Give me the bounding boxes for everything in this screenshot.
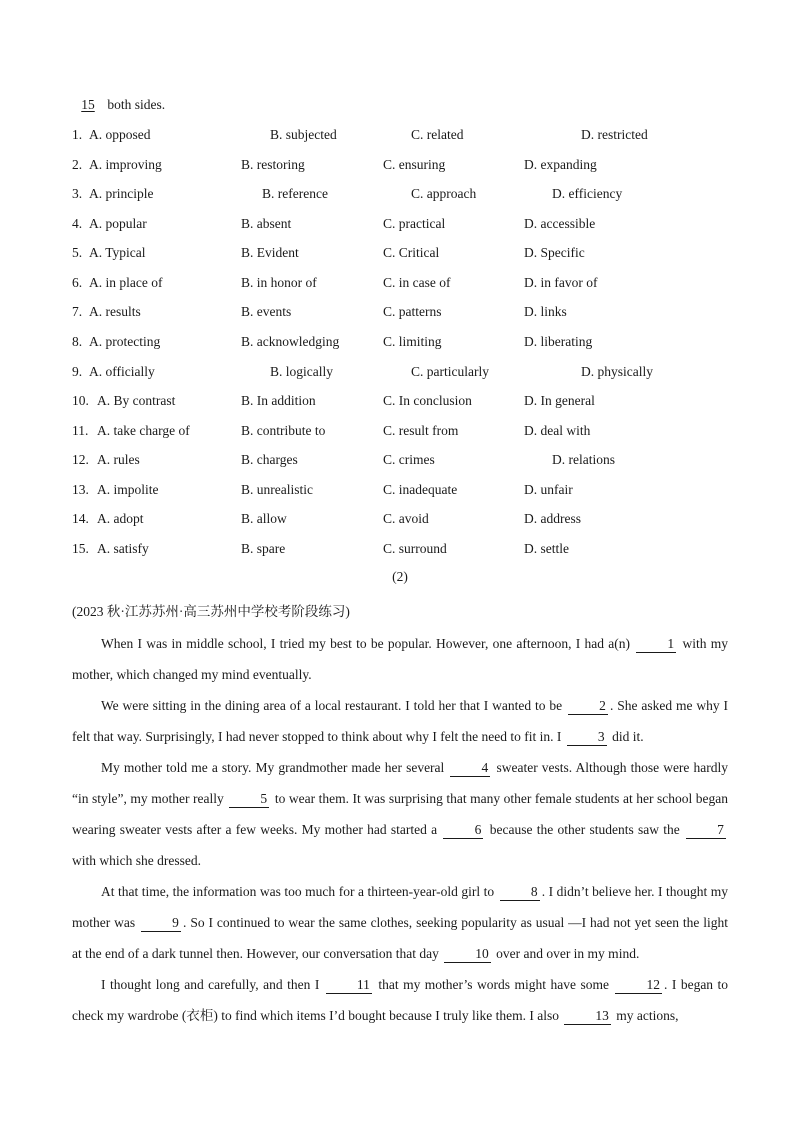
option-a: A. Typical <box>89 245 146 260</box>
passage-text: to wear them. It was surprising that many other female students at her school began wearing sweater vests after a few weeks. My mother had started a <box>72 791 729 837</box>
passage-text: . I began to check my wardrobe (衣柜) to find which items I’d bought because I truly like them. I also <box>72 977 729 1023</box>
option-c: C. ensuring <box>383 157 446 172</box>
paragraph <box>72 876 728 969</box>
question-row <box>0 393 800 413</box>
option-a: A. popular <box>89 216 147 231</box>
passage-text: My mother told me a story. My grandmother made her several <box>101 760 445 775</box>
question-number: 14. <box>72 511 89 526</box>
option-b: B. logically <box>270 364 333 379</box>
blank-10: 10 <box>444 946 491 963</box>
option-a: A. opposed <box>89 127 151 142</box>
option-d: D. unfair <box>524 482 573 497</box>
question-row <box>0 334 800 354</box>
question-number: 12. <box>72 452 89 467</box>
question-row <box>0 364 800 384</box>
option-a: A. results <box>89 304 141 319</box>
option-b: B. events <box>241 304 292 319</box>
question-row <box>0 186 800 206</box>
option-b: B. reference <box>262 186 328 201</box>
blank-13: 13 <box>564 1008 611 1025</box>
option-c: C. practical <box>383 216 446 231</box>
blank-12: 12 <box>615 977 662 994</box>
question-row <box>0 127 800 147</box>
question-number: 13. <box>72 482 89 497</box>
question-number: 9. <box>72 364 83 379</box>
question-row <box>0 245 800 265</box>
option-d: D. In general <box>524 393 595 408</box>
option-d: D. restricted <box>581 127 648 142</box>
blank-7: 7 <box>686 822 726 839</box>
question-number: 5. <box>72 245 83 260</box>
option-d: D. physically <box>581 364 653 379</box>
passage-text: my actions, <box>616 1008 679 1023</box>
blank-9: 9 <box>141 915 181 932</box>
option-b: B. Evident <box>241 245 299 260</box>
question-row <box>0 216 800 236</box>
question-number: 8. <box>72 334 83 349</box>
option-b: B. absent <box>241 216 292 231</box>
question-number: 1. <box>72 127 83 142</box>
option-c: C. approach <box>411 186 477 201</box>
option-d: D. efficiency <box>552 186 623 201</box>
question-number: 6. <box>72 275 83 290</box>
option-a: A. protecting <box>89 334 161 349</box>
passage-text: We were sitting in the dining area of a local restaurant. I told her that I wanted to be <box>101 698 563 713</box>
question-number: 2. <box>72 157 83 172</box>
question-row <box>0 511 800 531</box>
option-d: D. Specific <box>524 245 585 260</box>
passage-text: . So I continued to wear the same clothes, seeking popularity as usual —I had not yet seen the light at the end of a dark tunnel then. However, our conversation that day <box>72 915 729 961</box>
option-d: D. links <box>524 304 567 319</box>
option-b: B. charges <box>241 452 298 467</box>
option-d: D. liberating <box>524 334 593 349</box>
option-a: A. take charge of <box>97 423 190 438</box>
question-number: 7. <box>72 304 83 319</box>
paragraph <box>72 969 728 1031</box>
blank-4: 4 <box>450 760 490 777</box>
option-b: B. spare <box>241 541 286 556</box>
passage-text: with my mother, which changed my mind eventually. <box>72 636 729 682</box>
blank-15-marker: 15 <box>81 97 95 112</box>
question-row <box>0 541 800 561</box>
blank-2: 2 <box>568 698 608 715</box>
question-number: 11. <box>72 423 89 438</box>
option-b: B. restoring <box>241 157 305 172</box>
option-b: B. subjected <box>270 127 337 142</box>
option-c: C. related <box>411 127 464 142</box>
paragraph <box>72 628 728 690</box>
blank-8: 8 <box>500 884 540 901</box>
passage-text: over and over in my mind. <box>496 946 640 961</box>
option-d: D. expanding <box>524 157 597 172</box>
passage-text: sweater vests. Although those were hardly “in style”, my mother really <box>72 760 728 806</box>
question-row <box>0 482 800 502</box>
option-d: D. address <box>524 511 581 526</box>
option-d: D. relations <box>552 452 615 467</box>
option-d: D. settle <box>524 541 569 556</box>
option-a: A. in place of <box>89 275 163 290</box>
passage-text: . I didn’t believe her. I thought my mother was <box>72 884 729 930</box>
question-row <box>0 304 800 324</box>
passage-text: When I was in middle school, I tried my best to be popular. However, one afternoon, I had a(n) <box>101 636 630 651</box>
option-c: C. Critical <box>383 245 440 260</box>
option-c: C. crimes <box>383 452 435 467</box>
continued-line <box>72 97 165 113</box>
option-d: D. accessible <box>524 216 596 231</box>
option-a: A. satisfy <box>97 541 149 556</box>
option-b: B. acknowledging <box>241 334 340 349</box>
option-a: A. adopt <box>97 511 144 526</box>
blank-6: 6 <box>443 822 483 839</box>
passage-text: with which she dressed. <box>72 853 201 868</box>
option-c: C. particularly <box>411 364 489 379</box>
option-c: C. in case of <box>383 275 451 290</box>
source-line: (2023 秋·江苏苏州·高三苏州中学校考阶段练习) <box>72 604 350 619</box>
option-b: B. unrealistic <box>241 482 313 497</box>
option-c: C. limiting <box>383 334 442 349</box>
question-number: 10. <box>72 393 89 408</box>
option-c: C. surround <box>383 541 447 556</box>
option-b: B. In addition <box>241 393 316 408</box>
option-b: B. contribute to <box>241 423 326 438</box>
option-c: C. In conclusion <box>383 393 472 408</box>
passage-text: did it. <box>612 729 644 744</box>
option-a: A. By contrast <box>97 393 176 408</box>
option-c: C. patterns <box>383 304 442 319</box>
blank-5: 5 <box>229 791 269 808</box>
option-c: C. result from <box>383 423 459 438</box>
option-c: C. inadequate <box>383 482 458 497</box>
question-row <box>0 452 800 472</box>
blank-3: 3 <box>567 729 607 746</box>
passage-text: I thought long and carefully, and then I <box>101 977 320 992</box>
section-label: (2) <box>392 569 408 584</box>
passage-text: because the other students saw the <box>489 822 680 837</box>
passage-text: At that time, the information was too much for a thirteen-year-old girl to <box>101 884 495 899</box>
option-a: A. impolite <box>97 482 159 497</box>
option-a: A. rules <box>97 452 140 467</box>
paragraph <box>72 752 728 876</box>
passage-text: . She asked me why I felt that way. Surprisingly, I had never stopped to think about why I felt the need to fit in. I <box>72 698 729 744</box>
option-d: D. deal with <box>524 423 591 438</box>
passage-text: that my mother’s words might have some <box>378 977 609 992</box>
option-a: A. improving <box>89 157 162 172</box>
continued-text: both sides. <box>107 97 166 112</box>
passage <box>72 628 728 1031</box>
blank-11: 11 <box>326 977 372 994</box>
question-number: 15. <box>72 541 89 556</box>
question-row <box>0 423 800 443</box>
option-b: B. allow <box>241 511 287 526</box>
option-b: B. in honor of <box>241 275 317 290</box>
option-d: D. in favor of <box>524 275 598 290</box>
option-c: C. avoid <box>383 511 429 526</box>
option-a: A. officially <box>89 364 155 379</box>
question-row <box>0 157 800 177</box>
paragraph <box>72 690 728 752</box>
question-number: 3. <box>72 186 83 201</box>
question-row <box>0 275 800 295</box>
option-a: A. principle <box>89 186 154 201</box>
question-number: 4. <box>72 216 83 231</box>
blank-1: 1 <box>636 636 676 653</box>
